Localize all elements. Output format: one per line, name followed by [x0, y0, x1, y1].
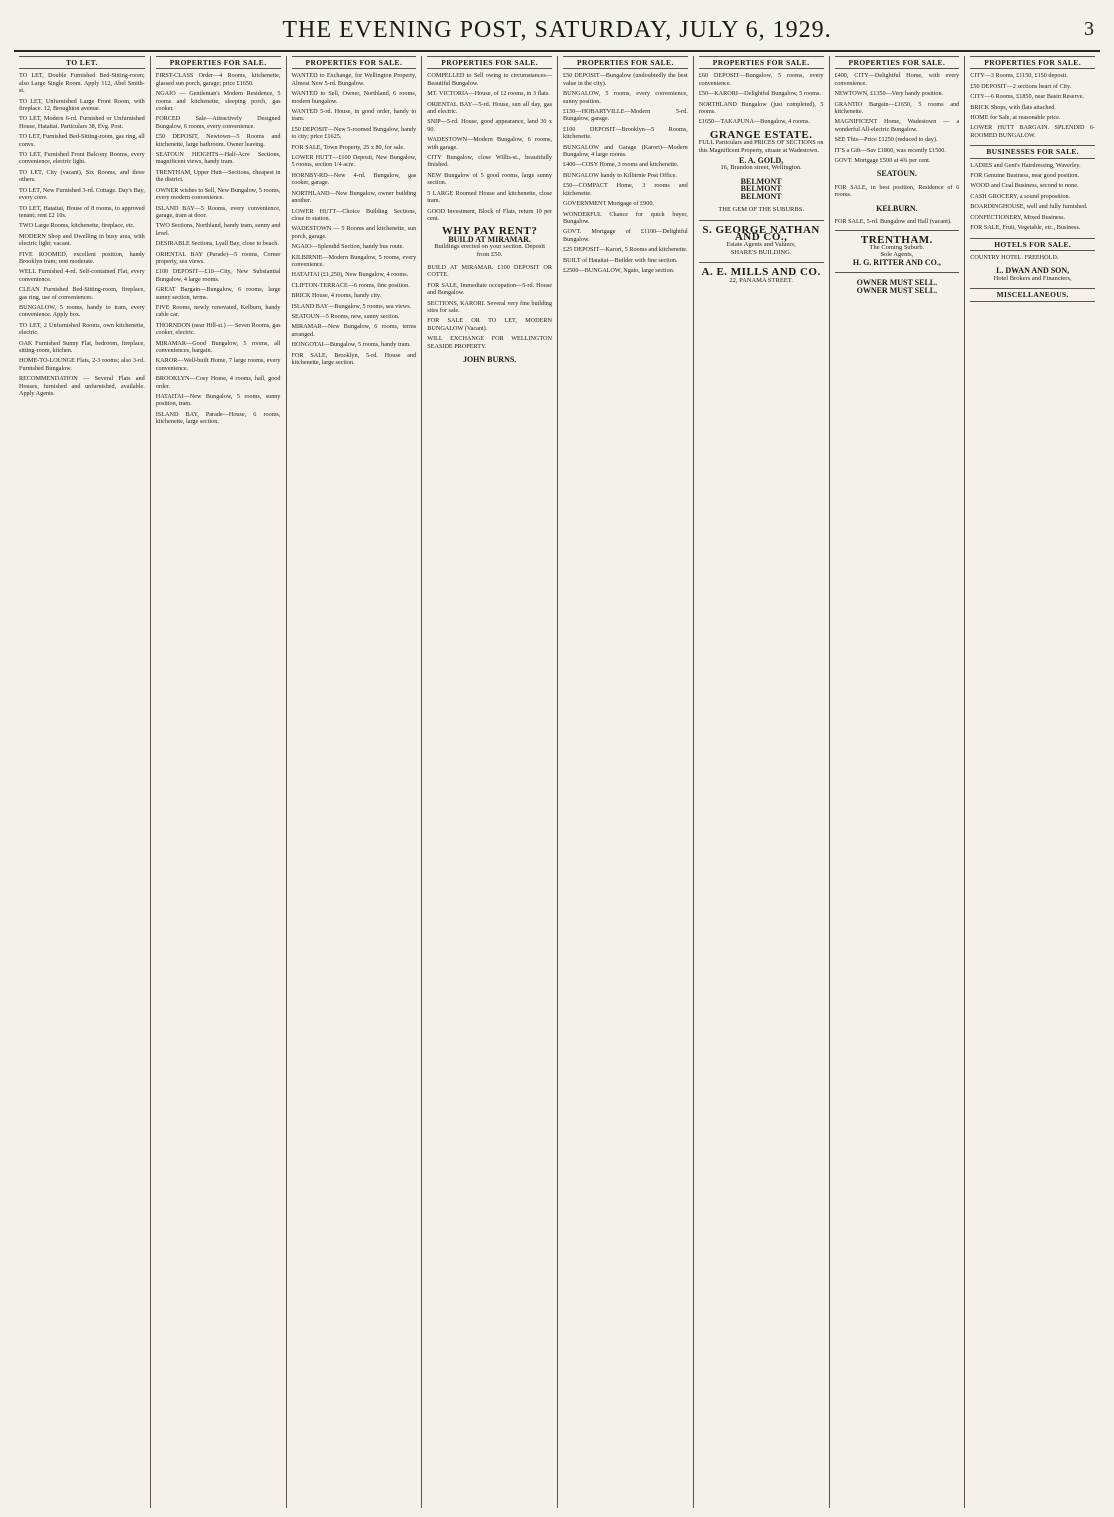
section-heading: MISCELLANEOUS.: [970, 288, 1095, 301]
classified-ad: GREAT Bargain—Bungalow, 6 rooms, large sunny section, terms.: [155, 286, 281, 301]
classified-ad: TRENTHAM, Upper Hutt—Sections, cheapest in the district.: [155, 168, 281, 184]
column-8: [964, 56, 1100, 1508]
classified-ad: BUNGALOW handy to Kilbirnie Post Office.: [563, 171, 677, 179]
classified-ad: TO LET, Modern 6-rd. Furnished or Unfurnished House, Hataitai. Particulars 38, Evg. Post.: [19, 115, 145, 130]
display-ad-heading: SEATOUN.: [876, 169, 917, 179]
classified-ad: ORIENTAL BAY—5-rd. House, sun all day, gas and electric.: [427, 100, 552, 116]
classified-ad: BUNGALOW, 5 rooms, handy to tram, every convenience. Apply box.: [19, 303, 145, 319]
classified-ad: £400—COSY Home, 3 rooms and kitchenette.: [563, 161, 679, 169]
classified-ad: WADESTOWN — 5 Rooms and kitchenette, sun porch, garage.: [291, 225, 417, 240]
classified-ad: HATAITAI—New Bungalow, 5 rooms, sunny position, tram.: [155, 393, 281, 408]
classified-ad: HATAITAI (£1,250), New Bungalow, 4 rooms.: [291, 271, 409, 279]
classified-ad: TO LET, City (vacant), Six Rooms, and three others.: [19, 168, 145, 184]
classified-ad: HONGOTAI—Bungalow, 5 rooms, handy tram.: [291, 341, 411, 349]
display-ad-miramar: [427, 225, 552, 258]
classified-ad: £100 DEPOSIT—£10—City, New Substantial Bungalow, 4 large rooms.: [155, 268, 281, 283]
classified-ad: COUNTRY HOTEL. FREEHOLD.: [970, 253, 1059, 261]
classified-ad: FOR SALE, 5-rd. Bungalow and Hall (vacant).: [834, 218, 952, 226]
classified-ad: NGAIO—Splendid Section, handy bus route.: [291, 243, 404, 251]
classified-ad: CITY—3 Rooms, £1150, £150 deposit.: [970, 72, 1068, 80]
agent-address: 16, Brandon street, Wellington.: [720, 164, 802, 172]
classified-ad: FOR Genuine Business, near good position.: [970, 172, 1080, 180]
classified-ad: NEW Bungalow of 5 good rooms, large sunny section.: [427, 171, 552, 187]
classified-ad: BROOKLYN—Cosy Home, 4 rooms, hall, good order.: [155, 375, 281, 390]
classified-ad: TO LET, 2 Unfurnished Rooms, own kitchenette, electric.: [19, 321, 145, 337]
column-3: [286, 56, 422, 1508]
classified-ad: BUILT of Hataitai—Builder with fine section.: [563, 256, 678, 264]
classified-ad: MIRAMAR—Good Bungalow, 5 rooms, all conveniences, bargain.: [155, 339, 281, 354]
column-heading: PROPERTIES FOR SALE.: [427, 56, 552, 69]
display-ad-grange-estate: [698, 128, 824, 172]
classified-ad: WILL EXCHANGE FOR WELLINGTON SEASIDE PROPERTY.: [427, 335, 552, 350]
classified-ad: ORIENTAL BAY (Parade)—5 rooms, Corner property, sea views.: [155, 250, 281, 265]
classified-ad: ISLAND BAY, Parade—House, 6 rooms, kitchenette, large section.: [155, 410, 281, 426]
belmont-line: BELMONT: [740, 184, 782, 194]
agent-name: H. G. RITTER AND CO.,: [852, 257, 941, 267]
column-7: [829, 56, 965, 1508]
classified-ad: £50—COMPACT Home, 3 rooms and kitchenette.: [563, 182, 688, 197]
classified-ad: FIRST-CLASS Order—4 Rooms, kitchenette, glassed sun porch, garage; price £1650.: [155, 72, 281, 87]
display-ad-heading: TRENTHAM.: [860, 233, 933, 246]
classified-ad: £25 DEPOSIT—Karori, 5 Rooms and kitchenette.: [563, 246, 688, 254]
classified-ad: LOWER HUTT BARGAIN. SPLENDID 6-ROOMED BUNGALOW.: [970, 124, 1095, 139]
classified-ad: £100 DEPOSIT—Brooklyn—5 Rooms, kitchenette.: [563, 125, 688, 141]
display-ad-nathan: [699, 223, 824, 257]
display-ad-heading: GRANGE ESTATE.: [709, 128, 813, 141]
display-ad-kelburn: [835, 205, 960, 212]
divider: [835, 272, 960, 273]
display-ad-seatoun: [835, 170, 960, 177]
column-heading: PROPERTIES FOR SALE.: [563, 56, 688, 69]
column-2: [150, 56, 286, 1508]
classified-ad: TWO Sections, Northland, handy tram, sunny and level.: [155, 222, 281, 237]
classified-ad: 5 LARGE Roomed House and kitchenette, close tram.: [427, 189, 552, 205]
classified-ad: SEE This—Price £1250 (reduced to day).: [834, 136, 938, 144]
divider: [699, 220, 824, 221]
classified-ad: THORNDON (near Hill-st.) — Seven Rooms, gas cooker, electric.: [155, 321, 281, 337]
classified-ad: CITY Bungalow, close Willis-st., beautifully finished.: [427, 154, 552, 169]
classified-ad: TO LET, Furnished Bed-Sitting-room, gas ring, all convs.: [19, 133, 145, 148]
classified-ad: £50 DEPOSIT—Bungalow (undoubtedly the best value in the city).: [563, 72, 688, 87]
classified-ad: £150—HOBARTVILLE—Modern 5-rd. Bungalow, garage.: [563, 108, 688, 123]
classified-ad: COMPELLED to Sell owing to circumstances—Beautiful Bungalow.: [427, 72, 552, 87]
display-ad-trentham: [835, 233, 960, 267]
classified-ad: BOARDINGHOUSE, well and fully furnished.: [970, 203, 1088, 211]
classified-ad: WANTED 5-rd. House, in good order, handy to tram.: [291, 108, 417, 123]
classified-ad: BRICK Shops, with flats attached.: [970, 103, 1056, 111]
classified-ad: HOME-TO-LOUNGE Flats, 2-3 rooms; also 3-rd. Furnished Bungalow.: [19, 357, 145, 372]
classified-ad: TO LET, Furnished Front Balcony Rooms, every convenience, electric light.: [19, 151, 145, 166]
classified-ad: FOR SALE, in best position, Residence of 6 rooms.: [834, 183, 960, 199]
display-ad-heading: THE GEM OF THE SUBURBS.: [718, 206, 804, 214]
belmont-line: BELMONT: [740, 191, 782, 201]
classified-ad: OAK Furnished Sunny Flat, bedroom, fireplace, sitting-room, kitchen.: [19, 339, 145, 354]
column-6: [693, 56, 829, 1508]
display-ad-belmont: [699, 178, 824, 200]
divider: [835, 230, 960, 231]
classified-ad: LADIES and Gent's Hairdressing, Waverley.: [970, 161, 1081, 169]
agent-name: S. GEORGE NATHAN AND CO.,: [702, 223, 820, 243]
classified-ad: WANTED to Exchange, for Wellington Property, Almost New 5-rd. Bungalow.: [291, 72, 417, 87]
classified-ad: RECOMMENDATION — Several Flats and Houses, furnished and unfurnished, available. Apply Agents.: [19, 375, 145, 398]
classified-ad: FOR SALE, Brooklyn, 5-rd. House and kitchenette, large section.: [291, 351, 417, 366]
display-ad-body: Buildings erected on your section. Deposit from £50.: [434, 243, 546, 258]
classified-ad: OWNER wishes to Sell, New Bungalow, 5 rooms, every modern convenience.: [155, 186, 281, 202]
agent-description: Hotel Brokers and Financiers,: [993, 274, 1072, 282]
classified-ad: NGAIO — Gentleman's Modern Residence, 5 rooms and kitchenette, sleeping porch, gas cooker.: [155, 90, 281, 113]
column-heading: PROPERTIES FOR SALE.: [699, 56, 824, 69]
column-5: [557, 56, 693, 1508]
classified-ad: £2500—BUNGALOW, Ngaio, large section.: [563, 266, 675, 274]
display-ad-owner-must-sell: [835, 279, 960, 294]
classified-ad: GOVT. Mortgage of £1100—Delightful Bungalow.: [563, 228, 688, 243]
agent-name: A. E. MILLS AND CO.: [701, 266, 821, 279]
display-ad-heading: OWNER MUST SELL.: [856, 278, 938, 288]
classified-ad: DESIRABLE Sections, Lyall Bay, close to beach.: [155, 240, 279, 248]
classified-ad: £1650—TAKAPUNA—Bungalow, 4 rooms.: [698, 118, 810, 126]
column-heading: PROPERTIES FOR SALE.: [292, 56, 417, 69]
classified-ad: LOWER HUTT—£100 Deposit, New Bungalow, 5 rooms, section 1/4 acre.: [291, 154, 417, 169]
classified-ad: CLIFTON-TERRACE—6 rooms, fine position.: [291, 281, 410, 289]
classified-columns: [14, 56, 1100, 1508]
classified-ad: TO LET, Double Furnished Bed-Sitting-room; also Large Single Room. Apply 112, Abel Smith-st.: [19, 72, 145, 95]
classified-ad: BRICK House, 4 rooms, handy city.: [291, 292, 382, 300]
classified-ad: £50—KARORI—Delightful Bungalow, 5 rooms.: [698, 90, 821, 98]
classified-ad: NEWTOWN, £1350—Very handy position.: [834, 90, 944, 98]
classified-ad: ISLAND BAY—Bungalow, 5 rooms, sea views.: [291, 302, 412, 310]
classified-ad: GOOD Investment, Block of Flats, return 10 per cent.: [427, 207, 552, 222]
section-heading: BUSINESSES FOR SALE.: [970, 145, 1095, 158]
belmont-line: BELMONT: [740, 176, 782, 186]
sole-agents-label: Sole Agents,: [880, 251, 914, 259]
display-ad-subheading: BUILD AT MIRAMAR.: [448, 234, 531, 244]
classified-ad: £50 DEPOSIT, Newtown—5 Rooms and kitchenette, large bathroom. Owner leaving.: [155, 133, 281, 148]
classified-ad: £50 DEPOSIT—New 5-roomed Bungalow, handy to city; price £1625.: [291, 125, 417, 141]
classified-ad: FOR SALE, Town Property, 25 x 80, for sale.: [291, 143, 405, 151]
column-4: [421, 56, 557, 1508]
display-ad-mills: [699, 266, 824, 284]
display-ad-heading: KELBURN.: [876, 203, 918, 213]
classified-ad: SEATOUN—5 Rooms, new, sunny section.: [291, 312, 400, 320]
agent-name: E. A. GOLD,: [739, 156, 784, 166]
masthead: [14, 10, 1100, 52]
classified-ad: CLEAN Furnished Bed-Sitting-room, fireplace, gas ring, use of conveniences.: [19, 286, 145, 301]
classified-ad: £50 DEPOSIT—2 sections heart of City.: [970, 82, 1072, 90]
classified-ad: HORNBY-RD—New 4-rd. Bungalow, gas cooker, garage.: [291, 171, 417, 187]
section-heading: HOTELS FOR SALE.: [970, 238, 1095, 251]
classified-ad: MAGNIFICENT Home, Wadestown — a wonderful All-electric Bungalow.: [834, 118, 960, 133]
display-ad-subheading: The Coming Suburb.: [869, 243, 925, 251]
classified-ad: HOME for Sale, at reasonable price.: [970, 114, 1061, 122]
classified-ad: WADESTOWN—Modern Bungalow, 6 rooms, with garage.: [427, 136, 552, 151]
classified-ad: FOR SALE, Immediate occupation—5-rd. House and Bungalow.: [427, 281, 552, 297]
classified-ad: MIRAMAR—New Bungalow, 6 rooms, terms arranged.: [291, 323, 417, 338]
classified-ad: TWO Large Rooms, kitchenette, fireplace, etc.: [19, 222, 135, 230]
classified-ad: SECTIONS, KARORI. Several very fine building sites for sale.: [427, 299, 552, 314]
classified-ad: SEATOUN HEIGHTS—Half-Acre Sections, magnificent views, handy tram.: [155, 151, 281, 166]
classified-ad: GOVERNMENT Mortgage of £900.: [563, 200, 654, 208]
newspaper-title: THE EVENING POST, SATURDAY, JULY 6, 1929.: [282, 16, 832, 43]
column-heading: PROPERTIES FOR SALE.: [970, 56, 1095, 69]
column-heading: PROPERTIES FOR SALE.: [835, 56, 960, 69]
agent-address: SHARE'S BUILDING.: [730, 248, 792, 256]
classified-ad: WOOD and Coal Business, second to none.: [970, 182, 1079, 190]
agent-name: L. DWAN AND SON,: [996, 266, 1070, 276]
classified-ad: GRANTIO Bargain—£1650, 5 rooms and kitchenette.: [834, 100, 960, 116]
classified-ad: CONFECTIONERY, Mixed Business.: [970, 213, 1066, 221]
classified-ad: CITY—6 Rooms, £1850, near Basin Reserve.: [970, 93, 1085, 101]
display-ad-gem-suburbs: [699, 206, 824, 213]
agent-description: Estate Agents and Valuers,: [726, 241, 796, 249]
display-ad-body: FULL Particulars and PRICES OF SECTIONS on this Magnificent Property, situate at Wadestown.: [698, 139, 824, 154]
display-ad-dwan: [970, 267, 1095, 282]
classified-ad: FORCED Sale—Attractively Designed Bungalow, 6 rooms, every convenience.: [155, 115, 281, 130]
classified-ad: TO LET, Hataitai, House of 8 rooms, to approved tenant; rent £2 10s.: [19, 204, 145, 219]
classified-ad: £400, CITY—Delightful Home, with every convenience.: [834, 72, 960, 87]
classified-ad: CASH GROCERY, a sound proposition.: [970, 192, 1071, 200]
agent-address: 22, PANAMA STREET.: [729, 276, 793, 284]
classified-ad: WELL Furnished 4-rd. Self-contained Flat, every convenience.: [19, 268, 145, 283]
display-ad-heading: OWNER MUST SELL.: [856, 285, 938, 295]
classified-ad: NORTHLAND—New Bungalow, owner building another.: [291, 189, 417, 205]
classified-ad: LOWER HUTT—Choice Building Sections, close to station.: [291, 207, 417, 222]
classified-ad: NORTHLAND Bungalow (just completed), 5 rooms.: [698, 100, 824, 116]
column-heading: PROPERTIES FOR SALE.: [156, 56, 281, 69]
classified-ad: GOVT. Mortgage £500 at 4¾ per cent.: [834, 157, 931, 165]
column-heading: TO LET.: [19, 56, 145, 69]
classified-ad: FOR SALE, Fruit, Vegetable, etc., Business.: [970, 224, 1081, 232]
classified-ad: FOR SALE OR TO LET, MODERN BUNGALOW (Vacant).: [427, 317, 552, 332]
classified-ad: WONDERFUL Chance for quick buyer, Bungalow.: [563, 210, 688, 225]
classified-ad: ISLAND BAY—5 Rooms, every convenience, garage, tram at door.: [155, 204, 281, 219]
classified-ad: WANTED to Sell, Owner, Northland, 6 rooms, modern bungalow.: [291, 90, 417, 105]
column-1: [14, 56, 150, 1508]
classified-ad: TO LET, Unfurnished Large Front Room, with fireplace. 12, Broughton avenue.: [19, 97, 145, 113]
classified-ad: £60 DEPOSIT—Bungalow, 5 rooms, every convenience.: [698, 72, 824, 87]
classified-ad: KAROR—Well-built Home, 7 large rooms, every convenience.: [155, 357, 281, 372]
classified-ad: MODERN Shop and Dwelling in busy area, with electric light; vacant.: [19, 232, 145, 248]
classified-ad: FIVE Rooms, newly renovated, Kelburn, handy cable car.: [155, 303, 281, 319]
classified-ad: BUNGALOW, 5 rooms, every convenience, sunny position.: [563, 90, 688, 105]
classified-ad: MT. VICTORIA—House, of 12 rooms, in 3 flats.: [427, 90, 550, 98]
classified-ad: SNIP—5-rd. House, good appearance, land 30 x 90.: [427, 118, 552, 133]
classified-ad: BUNGALOW and Garage (Karori)—Modern Bungalow, 4 large rooms.: [563, 143, 688, 159]
display-ad-signature: [427, 356, 552, 363]
classified-ad: FIVE ROOMED, excellent position, handy Brooklyn tram; rent moderate.: [19, 250, 145, 265]
classified-ad: TO LET, New Furnished 3-rd. Cottage. Day's Bay, every conv.: [19, 186, 145, 202]
classified-ad: IT'S a Gift—Sav £1860, was recently £1500.: [834, 146, 946, 154]
advertiser-name: JOHN BURNS.: [462, 355, 517, 364]
classified-ad: KILBIRNIE—Modern Bungalow, 5 rooms, every convenience.: [291, 253, 417, 268]
display-ad-heading: WHY PAY RENT?: [441, 225, 538, 238]
divider: [699, 262, 824, 263]
page-number: 3: [1084, 18, 1094, 40]
classified-ad: BUILD AT MIRAMAR. £100 DEPOSIT OR COTTE.: [427, 263, 552, 279]
